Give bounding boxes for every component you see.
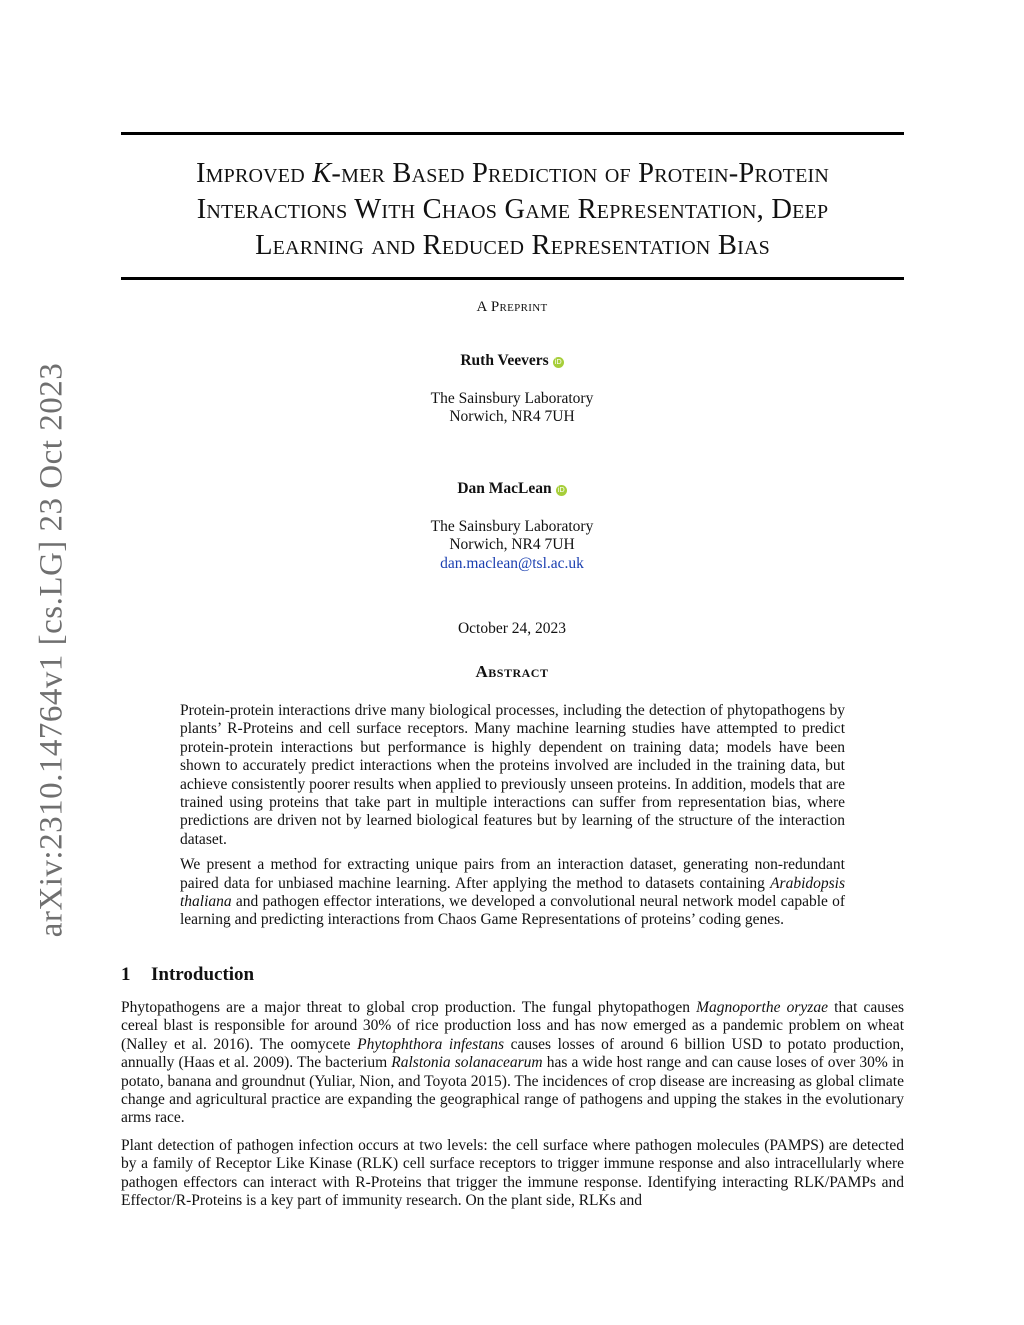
title-top-rule	[121, 132, 904, 135]
author-email-link[interactable]: dan.maclean@tsl.ac.uk	[440, 554, 584, 572]
affiliation-line: Norwich, NR4 7UH	[449, 536, 575, 553]
author-name: Dan MacLean	[457, 480, 552, 497]
publication-date: October 24, 2023	[457, 620, 567, 637]
body-text: has a wide host range and can cause loses of over 30% in potato, banana and groundnut (Yuliar, Nion, and Toyota 2015). The incidences of crop disease are increasing as global climate change and agricultural practice are expanding the geographical range of pathogens and upping the stakes in the evolutionary arms race.	[121, 1054, 904, 1127]
species-name: Ralstonia solanacearum	[391, 1054, 543, 1072]
title-line-1a: Improved	[195, 158, 313, 189]
author-name: Ruth Veevers	[460, 352, 549, 369]
body-text: that causes cereal blast is responsible for around 30% of rice production loss and has now emerged as a pandemic problem on wheat (Nalley et al. 2016). The oomycete	[121, 999, 905, 1053]
title-line-3: Learning and Reduced Representation Bias	[255, 230, 770, 261]
arxiv-identifier: arXiv:2310.14764v1 [cs.LG] 23 Oct 2023	[33, 362, 70, 938]
intro-paragraph-1	[121, 999, 904, 1128]
section-number: 1	[121, 964, 131, 985]
title-bottom-rule	[121, 277, 904, 280]
title-line-1b: -mer Based Prediction of Protein-Protein	[331, 158, 830, 189]
abstract-text: We present a method for extracting unique pairs from an interaction dataset, generating non-redundant paired data for unbiased machine learning. After applying the method to datasets containing	[180, 856, 845, 892]
affiliation-line: Norwich, NR4 7UH	[449, 408, 575, 425]
affiliation-line: The Sainsbury Laboratory	[430, 517, 594, 535]
species-name: Magnoporthe oryzae	[696, 999, 828, 1016]
abstract-heading: Abstract	[475, 662, 549, 681]
section-title: Introduction	[151, 964, 255, 985]
author-block-2	[0, 480, 1024, 573]
title-k-variable: K	[312, 158, 332, 189]
introduction-body	[121, 999, 904, 1219]
abstract-paragraph-2	[180, 856, 845, 930]
abstract-paragraph-1: Protein-protein interactions drive many biological processes, including the detection of phytopathogens by plants’ R-Proteins and cell surface receptors. Many machine learning studies have attempted to predict protein-protein interactions but performance is highly dependent on training data; models have been shown to accurately predict interactions when the proteins involved are included in the training data, but achieve consistently poorer results when applied to previously unseen proteins. In addition, models that are trained using proteins that take part in multiple interactions can suffer from representation bias, where predictions are driven not by learned biological features but by learning of the structure of the interaction dataset.	[180, 702, 845, 848]
paper-title	[121, 156, 904, 264]
intro-paragraph-2: Plant detection of pathogen infection occurs at two levels: the cell surface where pathogen molecules (PAMPS) are detected by a family of Receptor Like Kinase (RLK) cell surface receptors to trigger immune response and also intracellularly where pathogen effectors can interact with R-Proteins that trigger the immune response. Identifying interacting RLK/PAMPs and Effector/R-Proteins is a key part of immunity research. On the plant side, RLKs and	[121, 1136, 904, 1210]
section-heading-introduction	[121, 964, 254, 986]
author-block-1	[0, 352, 1024, 427]
orcid-icon[interactable]: iD	[554, 358, 562, 366]
body-text: causes losses of around 6 billion USD to potato production, annually (Haas et al. 2009). The bacterium	[121, 1035, 904, 1072]
orcid-icon[interactable]: iD	[557, 486, 565, 494]
abstract-text: and pathogen effector interations, we developed a convolutional neural network model capable of learning and predicting interactions from Chaos Game Representations of proteins’ coding genes.	[180, 893, 845, 929]
species-name: Arabidopsis thaliana	[180, 874, 845, 911]
title-line-1	[121, 156, 904, 192]
species-name: Phytophthora infestans	[357, 1035, 505, 1053]
body-text: Phytopathogens are a major threat to global crop production. The fungal phytopathogen	[121, 999, 697, 1016]
preprint-label: A Preprint	[476, 299, 548, 315]
affiliation-line: The Sainsbury Laboratory	[430, 389, 594, 407]
abstract-body	[180, 702, 845, 937]
title-line-2: Interactions With Chaos Game Representation, Deep	[196, 194, 829, 225]
